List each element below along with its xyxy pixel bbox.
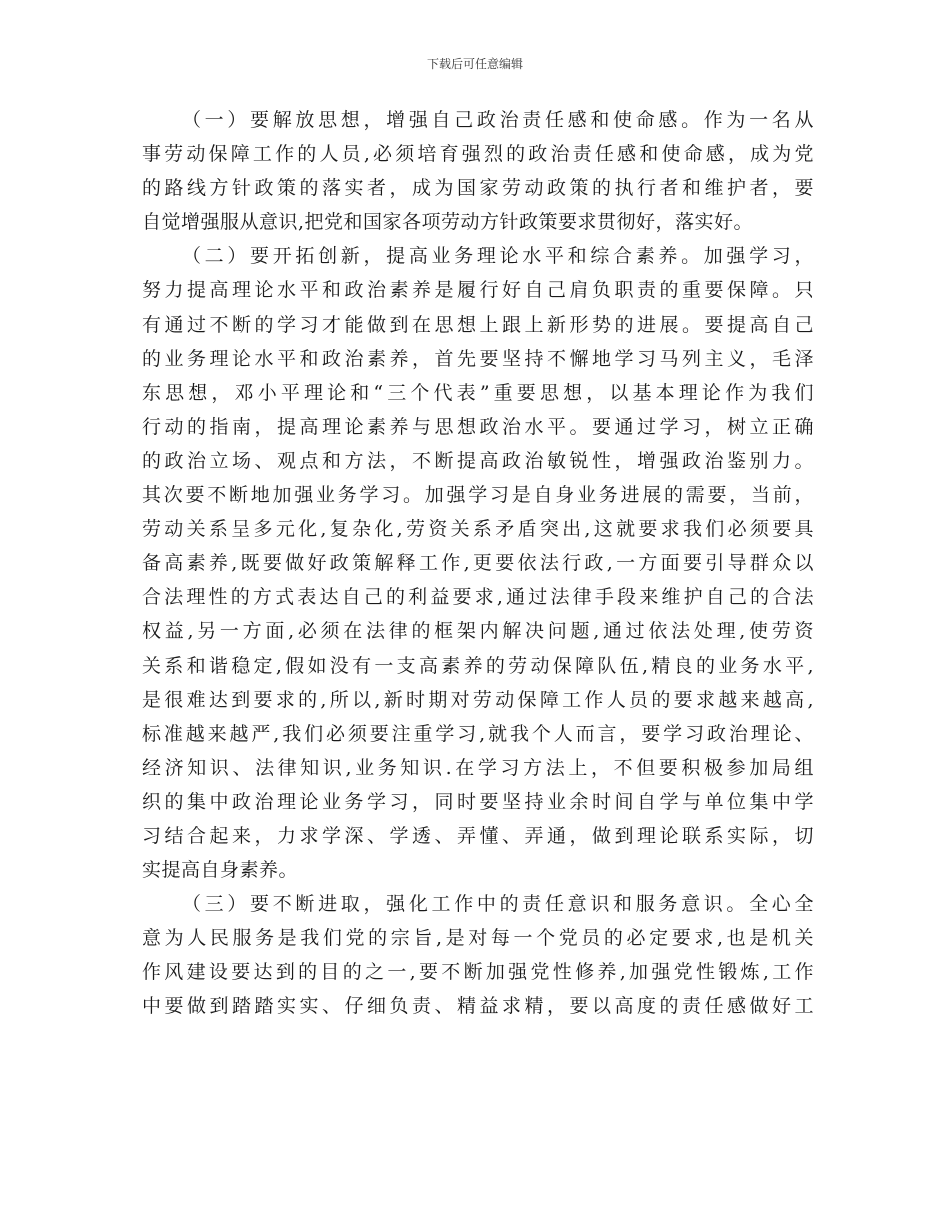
paragraph-2-line: 的政治立场、观点和方法，不断提高政治敏锐性，增强政治鉴别力。 [142,449,814,472]
paragraph-3-line: 作风建设要达到的目的之一,要不断加强党性修养,加强党性锻炼,工作 [142,961,814,984]
paragraph-3-line: （三）要不断进取，强化工作中的责任意识和服务意识。全心全 [182,893,814,916]
paragraph-2-line: （二）要开拓创新，提高业务理论水平和综合素养。加强学习， [182,245,814,268]
paragraph-2-line: 行动的指南，提高理论素养与思想政治水平。要通过学习，树立正确 [142,415,814,438]
paragraph-2-line: 是很难达到要求的,所以,新时期对劳动保障工作人员的要求越来越高, [142,688,814,711]
paragraph-3-line: 意为人民服务是我们党的宗旨,是对每一个党员的必定要求,也是机关 [142,927,814,950]
paragraph-2-line: 标准越来越严,我们必须要注重学习,就我个人而言，要学习政治理论、 [142,722,814,745]
page-header: 下载后可任意编辑 [426,57,523,71]
paragraph-2-line: 经济知识、法律知识,业务知识.在学习方法上，不但要积极参加局组 [142,756,814,779]
paragraph-1-line: （一）要解放思想，增强自己政治责任感和使命感。作为一名从 [182,109,814,131]
paragraph-1-line: 自觉增强服从意识,把党和国家各项劳动方针政策要求贯彻好，落实好。 [142,211,754,234]
paragraph-2-line: 其次要不断地加强业务学习。加强学习是自身业务进展的需要，当前， [142,484,814,507]
paragraph-2-line: 关系和谐稳定,假如没有一支高素养的劳动保障队伍,精良的业务水平, [142,654,814,677]
paragraph-2-line: 努力提高理论水平和政治素养是履行好自己肩负职责的重要保障。只 [142,279,814,302]
paragraph-1-line: 事劳动保障工作的人员,必须培育强烈的政治责任感和使命感，成为党 [142,143,814,166]
document-body [142,103,814,1024]
paragraph-2-line: 权益,另一方面,必须在法律的框架内解决问题,通过依法处理,使劳资 [142,620,814,643]
paragraph-2-line: 习结合起来，力求学深、学透、弄懂、弄通，做到理论联系实际，切 [142,824,814,847]
paragraph-1-line: 的路线方针政策的落实者，成为国家劳动政策的执行者和维护者，要 [142,177,814,200]
paragraph-2-line: 东思想，邓小平理论和“三个代表”重要思想，以基本理论作为我们 [142,381,814,404]
paragraph-2-line: 织的集中政治理论业务学习，同时要坚持业余时间自学与单位集中学 [142,790,814,813]
paragraph-2-line: 有通过不断的学习才能做到在思想上跟上新形势的进展。要提高自己 [142,313,814,336]
paragraph-3-line: 中要做到踏踏实实、仔细负责、精益求精，要以高度的责任感做好工 [142,995,814,1018]
paragraph-2-line: 劳动关系呈多元化,复杂化,劳资关系矛盾突出,这就要求我们必须要具 [142,518,814,541]
paragraph-2-line: 合法理性的方式表达自己的利益要求,通过法律手段来维护自己的合法 [142,586,814,609]
paragraph-2-line: 备高素养,既要做好政策解释工作,更要依法行政,一方面要引导群众以 [142,552,814,575]
paragraph-2-line: 的业务理论水平和政治素养，首先要坚持不懈地学习马列主义，毛泽 [142,347,814,370]
paragraph-2-line: 实提高自身素养。 [142,859,299,882]
